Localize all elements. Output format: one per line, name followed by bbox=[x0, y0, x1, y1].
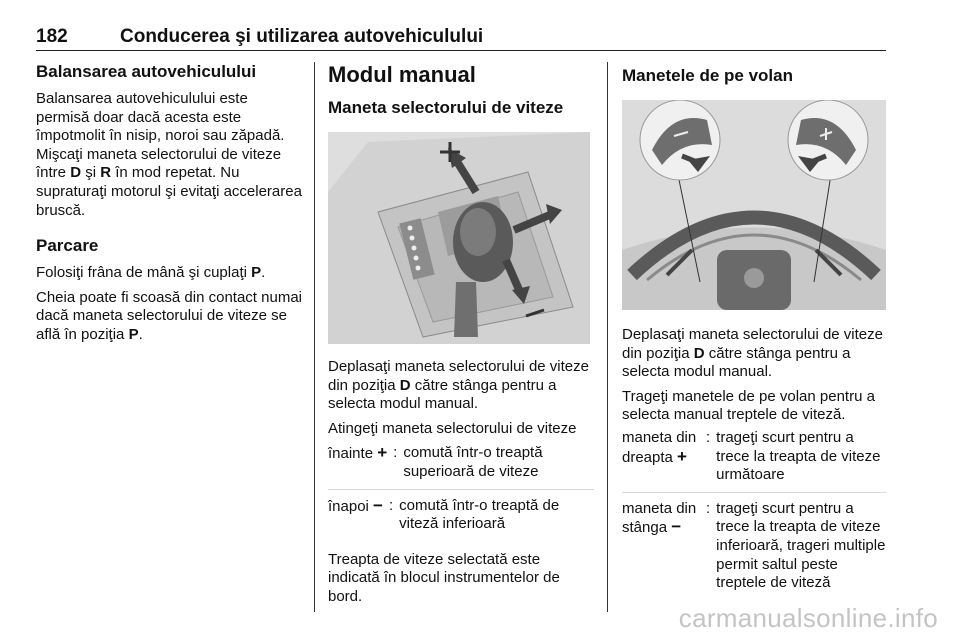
plus-icon: + bbox=[377, 443, 388, 463]
parking-paragraph-2: Cheia poate fi scoasă din contact numai dacă maneta selectorului de viteze se află în poziţia P. bbox=[36, 288, 302, 343]
manual-mode-paragraph: Deplasaţi maneta selectorului de viteze din poziţia D către stânga pentru a selecta modul manual. bbox=[328, 358, 589, 413]
minus-icon: − bbox=[671, 517, 682, 537]
definition-row-backward: înapoi − : comută într-o treaptă de viteză inferioară bbox=[328, 495, 560, 533]
column-right bbox=[622, 62, 886, 607]
section-title-balancing: Balansarea autovehiculului bbox=[36, 62, 257, 81]
plus-icon: + bbox=[677, 446, 687, 466]
definition-row-forward: înainte + : comută într-o treaptă superioară de viteze bbox=[328, 444, 594, 489]
definition-row-right-paddle: maneta din dreapta + : trageţi scurt pentru a trece la treapta de viteze următoare bbox=[622, 429, 886, 493]
section-title-manual-mode: Modul manual bbox=[328, 62, 476, 87]
subsection-title-selector-lever: Maneta selectorului de viteze bbox=[328, 98, 564, 117]
pull-paddles-paragraph: Trageţi manetele de pe volan pentru a selecta manual treptele de viteză. bbox=[622, 387, 875, 424]
section-title-paddles: Manetele de pe volan bbox=[622, 66, 793, 85]
definition-row-left-paddle: maneta din stânga − : trageţi scurt pentru a trece la treapta de viteze inferioară, trageri multiple permit saltul peste treptele de viteză bbox=[622, 499, 886, 592]
page-number: 182 bbox=[36, 26, 68, 47]
watermark: carmanualsonline.info bbox=[678, 603, 938, 633]
steering-paddles-drawing bbox=[622, 100, 886, 310]
lever-definition-list bbox=[328, 444, 594, 540]
column-divider bbox=[607, 62, 608, 612]
column-divider bbox=[314, 62, 315, 612]
gear-selector-illustration bbox=[328, 132, 590, 344]
section-title-parking: Parcare bbox=[36, 236, 99, 256]
column-middle bbox=[328, 62, 594, 607]
steering-paddles-illustration bbox=[622, 100, 886, 310]
parking-paragraph-1: Folosiţi frâna de mână şi cuplaţi P. bbox=[36, 264, 266, 282]
column-left bbox=[36, 62, 304, 345]
tap-lever-paragraph: Atingeţi maneta selectorului de viteze bbox=[328, 419, 577, 437]
page-header bbox=[36, 22, 886, 51]
paddle-definition-list bbox=[622, 429, 886, 600]
balancing-paragraph: Balansarea autovehiculului este permisă doar dacă acesta este împotmolit în nisip, noroi sau zăpadă. Mişcaţi maneta selectorului de viteze între D şi R în mod repetat. Nu supraturaţi motorul şi evitaţi accelerarea bruscă. bbox=[36, 90, 302, 219]
page-title: Conducerea şi utilizarea autovehiculului bbox=[120, 26, 484, 47]
selected-gear-paragraph: Treapta de viteze selectată este indicată în blocul instrumentelor de bord. bbox=[328, 550, 560, 605]
gear-selector-drawing bbox=[328, 132, 590, 344]
minus-icon: − bbox=[373, 495, 383, 515]
paddles-manual-mode-paragraph: Deplasaţi maneta selectorului de viteze din poziţia D către stânga pentru a selecta modul manual. bbox=[622, 326, 883, 381]
